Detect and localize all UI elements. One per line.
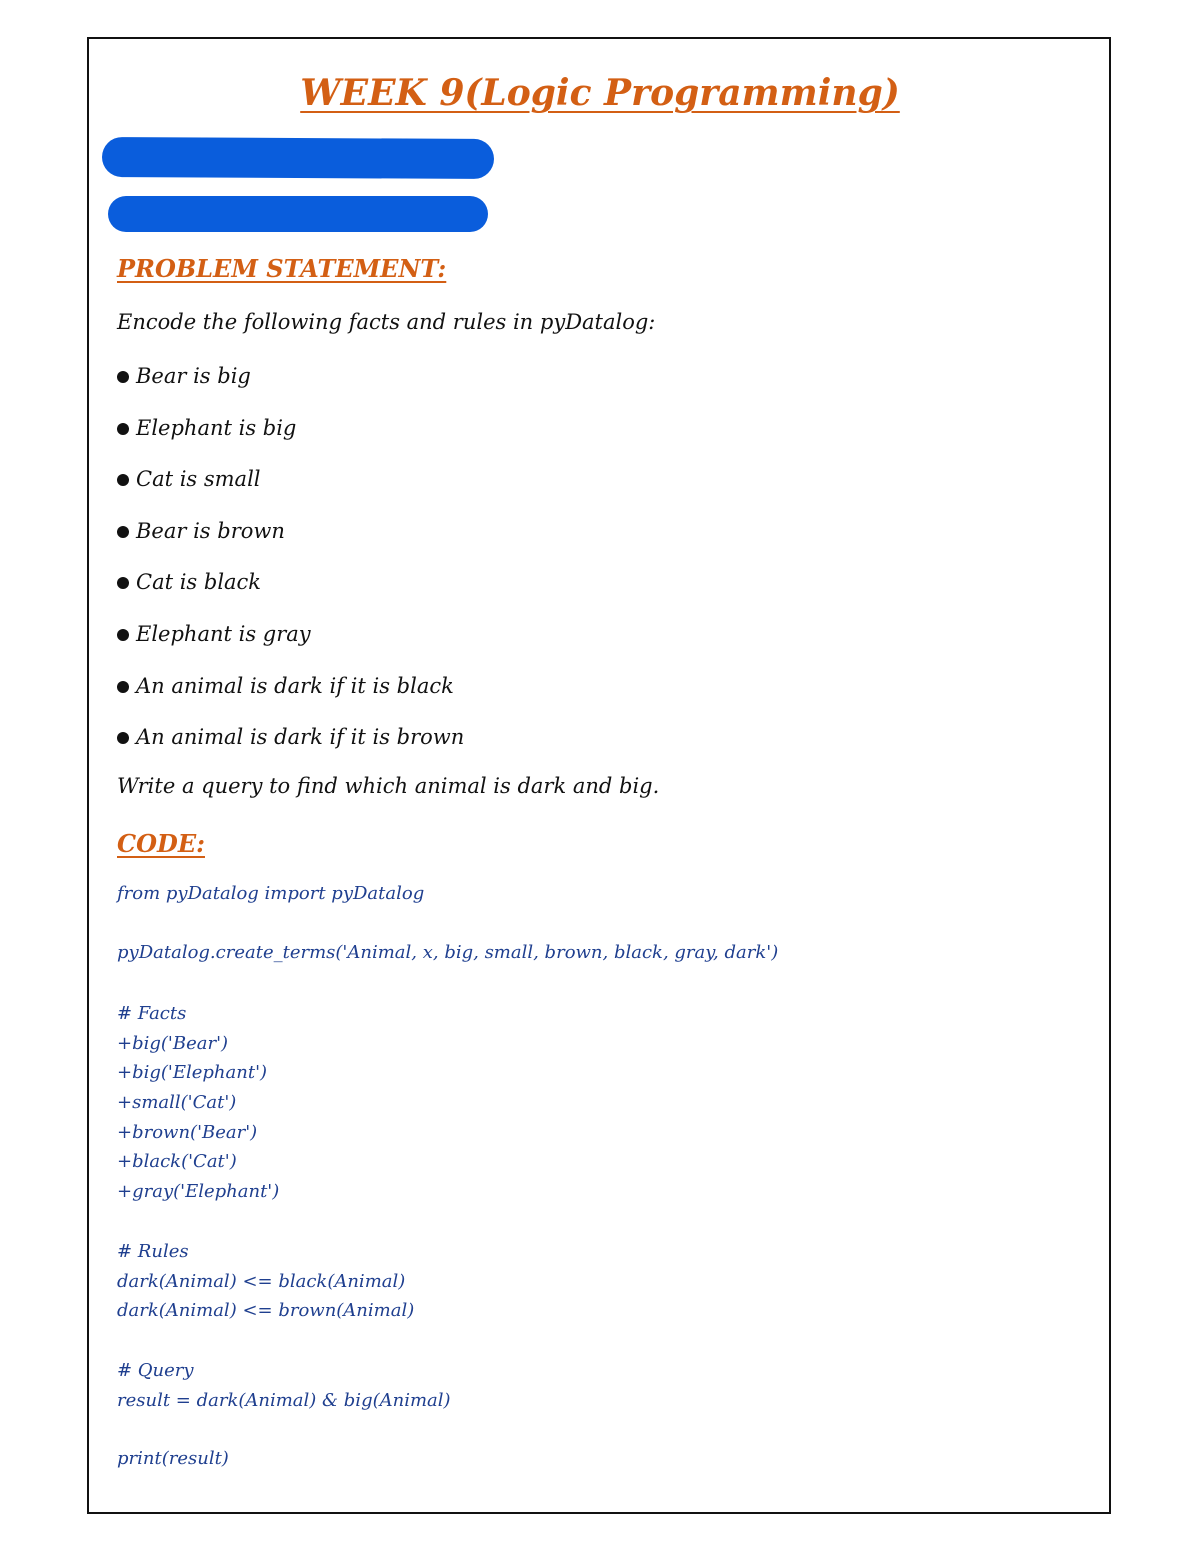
list-item: Elephant is big [117, 412, 464, 464]
code-line: +black('Cat') [117, 1151, 237, 1173]
code-line: +big('Bear') [117, 1032, 229, 1054]
code-rules-block [117, 1238, 414, 1327]
bullet-icon [117, 629, 129, 641]
code-line: +gray('Elephant') [117, 1181, 280, 1203]
code-import-line: from pyDatalog import pyDatalog [117, 883, 425, 904]
list-item: An animal is dark if it is black [117, 670, 464, 722]
bullet-icon [117, 371, 129, 383]
list-item: Cat is small [117, 463, 464, 515]
list-item: An animal is dark if it is brown [117, 721, 464, 773]
list-item: Bear is big [117, 360, 464, 412]
bullet-icon [117, 681, 129, 693]
list-item: Elephant is gray [117, 618, 464, 670]
fact-rule-list [117, 360, 464, 773]
bullet-icon [117, 423, 129, 435]
bullet-icon [117, 474, 129, 486]
code-print-line: print(result) [117, 1448, 229, 1469]
redaction-mark-name [102, 137, 494, 179]
list-item: Bear is brown [117, 515, 464, 567]
code-line: dark(Animal) <= black(Animal) [117, 1270, 406, 1292]
code-query-block [117, 1357, 451, 1416]
problem-intro: Encode the following facts and rules in pyDatalog: [117, 310, 656, 334]
code-comment-query: # Query [117, 1360, 194, 1381]
redaction-mark-id [108, 196, 488, 232]
code-line: +big('Elephant') [117, 1062, 268, 1084]
code-comment-facts: # Facts [117, 1003, 187, 1024]
code-comment-rules: # Rules [117, 1241, 189, 1262]
page-title [0, 72, 1200, 114]
code-line: dark(Animal) <= brown(Animal) [117, 1300, 415, 1322]
problem-statement-heading: PROBLEM STATEMENT: [117, 254, 447, 283]
page-title-text: WEEK 9(Logic Programming) [300, 72, 900, 114]
query-task: Write a query to find which animal is dark and big. [117, 774, 660, 798]
list-item: Cat is black [117, 566, 464, 618]
code-create-terms-line: pyDatalog.create_terms('Animal, x, big, small, brown, black, gray, dark') [117, 942, 779, 963]
bullet-icon [117, 526, 129, 538]
code-heading: CODE: [117, 829, 205, 858]
code-line: +brown('Bear') [117, 1121, 258, 1143]
code-line: +small('Cat') [117, 1092, 237, 1114]
bullet-icon [117, 577, 129, 589]
code-facts-block [117, 1000, 279, 1208]
bullet-icon [117, 732, 129, 744]
code-line: result = dark(Animal) & big(Animal) [117, 1389, 451, 1411]
